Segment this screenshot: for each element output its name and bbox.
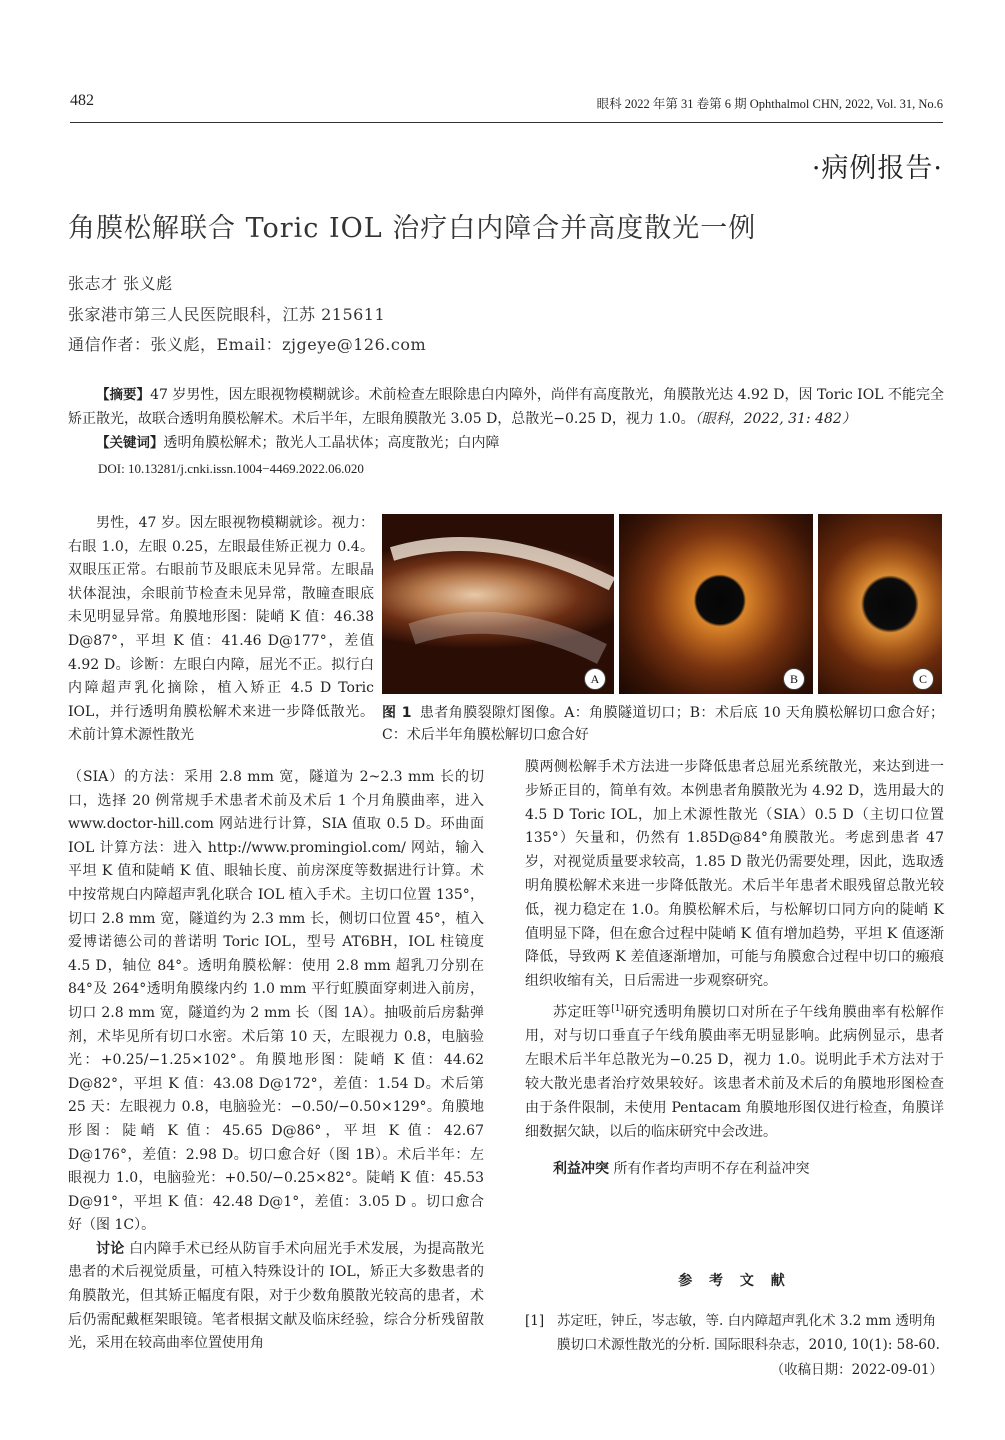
discussion-label: 讨论: [96, 1240, 125, 1257]
figure-caption-text: 患者角膜裂隙灯图像。A：角膜隧道切口；B：术后底 10 天角膜松解切口愈合好；C：术后半年角膜松解切口愈合好: [382, 705, 944, 743]
abstract-text: 47 岁男性，因左眼视物模糊就诊。术前检查左眼除患白内障外，尚伴有高度散光，角膜散光达 4.92 D，因 Toric IOL 不能完全矫正散光，故联合透明角膜松解术。术后半年，左眼角膜散光 3.05 D，总散光−0.25 D，视力 1.0。: [68, 387, 944, 427]
figure-panel-a: [382, 514, 614, 694]
journal-citation: 眼科 2022 年第 31 卷第 6 期 Ophthalmol CHN, 2022, Vol. 31, No.6: [596, 97, 943, 111]
case-paragraph-cont: （SIA）的方法：采用 2.8 mm 宽，隧道为 2~2.3 mm 长的切口，选择 20 例常规手术患者术前及术后 1 个月角膜曲率，进入 www.doctor-hill.com 网站进行计算，SIA 值取 0.5 D。环曲面 IOL 计算方法：进入 http://www.promingiol.com/ 网站，输入平坦 K 值和陡峭 K 值、眼轴长度、前房深度等数据进行计算。术中按常规白内障超声乳化联合 IOL 植入手术。主切口位置 135°，切口 2.8 mm 宽，隧道约为 2.3 mm 长，侧切口位置 45°，植入爱博诺德公司的普诺明 Toric IOL，型号 AT6BH，IOL 柱镜度 4.5 D，轴位 84°。透明角膜松解：使用 2.8 mm 超乳刀分别在 84°及 264°透明角膜缘内约 1.0 mm 平行虹膜面穿刺进入前房，切口 2.8 mm 宽，隧道约为 2 mm 长（图 1A）。抽吸前后房黏弹剂，术毕见所有切口水密。术后第 10 天，左眼视力 0.8，电脑验光：+0.25/−1.25×102°。角膜地形图：陡峭 K 值：44.62 D@82°，平坦 K 值：43.08 D@172°，差值：1.54 D。术后第 25 天：左眼视力 0.8，电脑验光：−0.50/−0.50×129°。角膜地形图：陡峭 K 值：45.65 D@86°，平坦 K 值：42.67 D@176°，差值：2.98 D。切口愈合好（图 1B）。术后半年：左眼视力 1.0，电脑验光：+0.50/−0.25×82°。陡峭 K 值：45.53 D@91°，平坦 K 值：42.48 D@1°，差值：3.05 D 。切口愈合好（图 1C）。: [68, 769, 484, 1234]
citation-paragraph: [525, 998, 944, 1144]
page-number: 482: [70, 92, 94, 109]
figure-panel-b: [619, 514, 813, 694]
keywords-line: [68, 431, 944, 455]
received-date: （收稿日期：2022-09-01）: [770, 1362, 943, 1378]
panel-label-c: C: [912, 668, 934, 690]
conflict-statement: [525, 1158, 944, 1182]
reference-text: 苏定旺，钟丘，岑志敏，等. 白内障超声乳化术 3.2 mm 透明角膜切口术源性散光的分析. 国际眼科杂志，2010, 10(1): 58-60.: [557, 1313, 940, 1353]
discussion-text: 白内障手术已经从防盲手术向屈光手术发展，为提高散光患者的术后视觉质量，可植入特殊设计的 IOL，矫正大多数患者的角膜散光，但其矫正幅度有限，对于少数角膜散光较高的患者，术后仍需配戴框架眼镜。笔者根据文献及临床经验，综合分析残留散光，采用在较高曲率位置使用角: [68, 1240, 485, 1352]
abstract-label: 【摘要】: [96, 387, 151, 403]
section-label: ·病例报告·: [811, 153, 943, 184]
panel-label-b: B: [783, 668, 805, 690]
conflict-label: 利益冲突: [553, 1161, 609, 1178]
reference-item: [525, 1309, 944, 1357]
affiliation: 张家港市第三人民医院眼科，江苏 215611: [68, 305, 386, 324]
running-header: [70, 92, 943, 123]
reference-number: [1]: [525, 1313, 545, 1329]
correspondence: 通信作者：张义彪，Email：zjgeye@126.com: [68, 335, 427, 354]
keywords-label: 【关键词】: [96, 435, 164, 451]
citation-text: 研究透明角膜切口对所在子午线角膜曲率有松解作用，对与切口垂直子午线角膜曲率无明显影响。此病例显示，患者左眼术后半年总散光为−0.25 D，视力 1.0。说明此手术方法对于较大散光患者治疗效果较好。该患者术前及术后的角膜地形图检查由于条件限制，未使用 Pentacam 角膜地形图仅进行检查，角膜详细数据欠缺，以后的临床研究中会改进。: [525, 1004, 945, 1140]
doi: DOI: 10.13281/j.cnki.issn.1004−4469.2022.06.020: [98, 461, 364, 476]
case-paragraph-top: 男性，47 岁。因左眼视物模糊就诊。视力：右眼 1.0，左眼 0.25，左眼最佳矫正视力 0.4。双眼压正常。右眼前节及眼底未见异常。左眼晶状体混浊，余眼前节检查未见异常，散瞳查眼底未见明显异常。角膜地形图：陡峭 K 值：46.38 D@87°，平坦 K 值：41.46 D@177°，差值 4.92 D。诊断：左眼白内障，屈光不正。拟行白内障超声乳化摘除，植入矫正 4.5 D Toric IOL，并行透明角膜松解术来进一步降低散光。术前计算术源性散光: [68, 515, 374, 744]
article-title: 角膜松解联合 Toric IOL 治疗白内障合并高度散光一例: [68, 213, 757, 244]
authors: 张志才 张义彪: [68, 274, 173, 293]
slit-lamp-image-a: [382, 514, 614, 694]
keywords: 透明角膜松解术；散光人工晶状体；高度散光；白内障: [163, 435, 500, 451]
citation-ref: [1]: [611, 1003, 624, 1014]
discussion-column: [525, 756, 944, 1182]
figure-caption: [382, 702, 944, 746]
abstract-paragraph: [68, 383, 944, 431]
references-heading: 参 考 文 献: [678, 1273, 791, 1289]
panel-label-a: A: [584, 668, 606, 690]
case-description-bottom: [68, 766, 484, 1356]
conflict-text: 所有作者均声明不存在利益冲突: [613, 1161, 810, 1178]
figure-panel-c: [818, 514, 942, 694]
figure-1: [382, 514, 942, 694]
case-description-top: [68, 512, 374, 748]
figure-number: 图 1: [382, 705, 412, 721]
discussion-paragraph: [68, 1238, 484, 1356]
discussion-cont-paragraph: 膜两侧松解手术方法进一步降低患者总屈光系统散光，来达到进一步矫正目的，简单有效。本例患者角膜散光为 4.92 D，选用最大的 4.5 D Toric IOL，加上术源性散光（SIA）0.5 D（主切口位置 135°）矢量和，仍然有 1.85D@84°角膜散光。考虑到患者 47 岁，对视觉质量要求较高，1.85 D 散光仍需要处理，因此，选取透明角膜松解术来进一步降低散光。术后半年患者术眼残留总散光较低，视力稳定在 1.0。角膜松解术后，与松解切口同方向的陡峭 K 值明显下降，但在愈合过程中陡峭 K 值有增加趋势，平坦 K 值逐渐降低，导致两 K 差值逐渐增加，可能与角膜愈合过程中切口的瘢痕组织收缩有关，日后需进一步观察研究。: [525, 759, 944, 990]
citation-author: 苏定旺等: [553, 1004, 612, 1021]
abstract: [68, 383, 944, 455]
abstract-citation: （眼科，2022, 31: 482）: [694, 411, 856, 427]
